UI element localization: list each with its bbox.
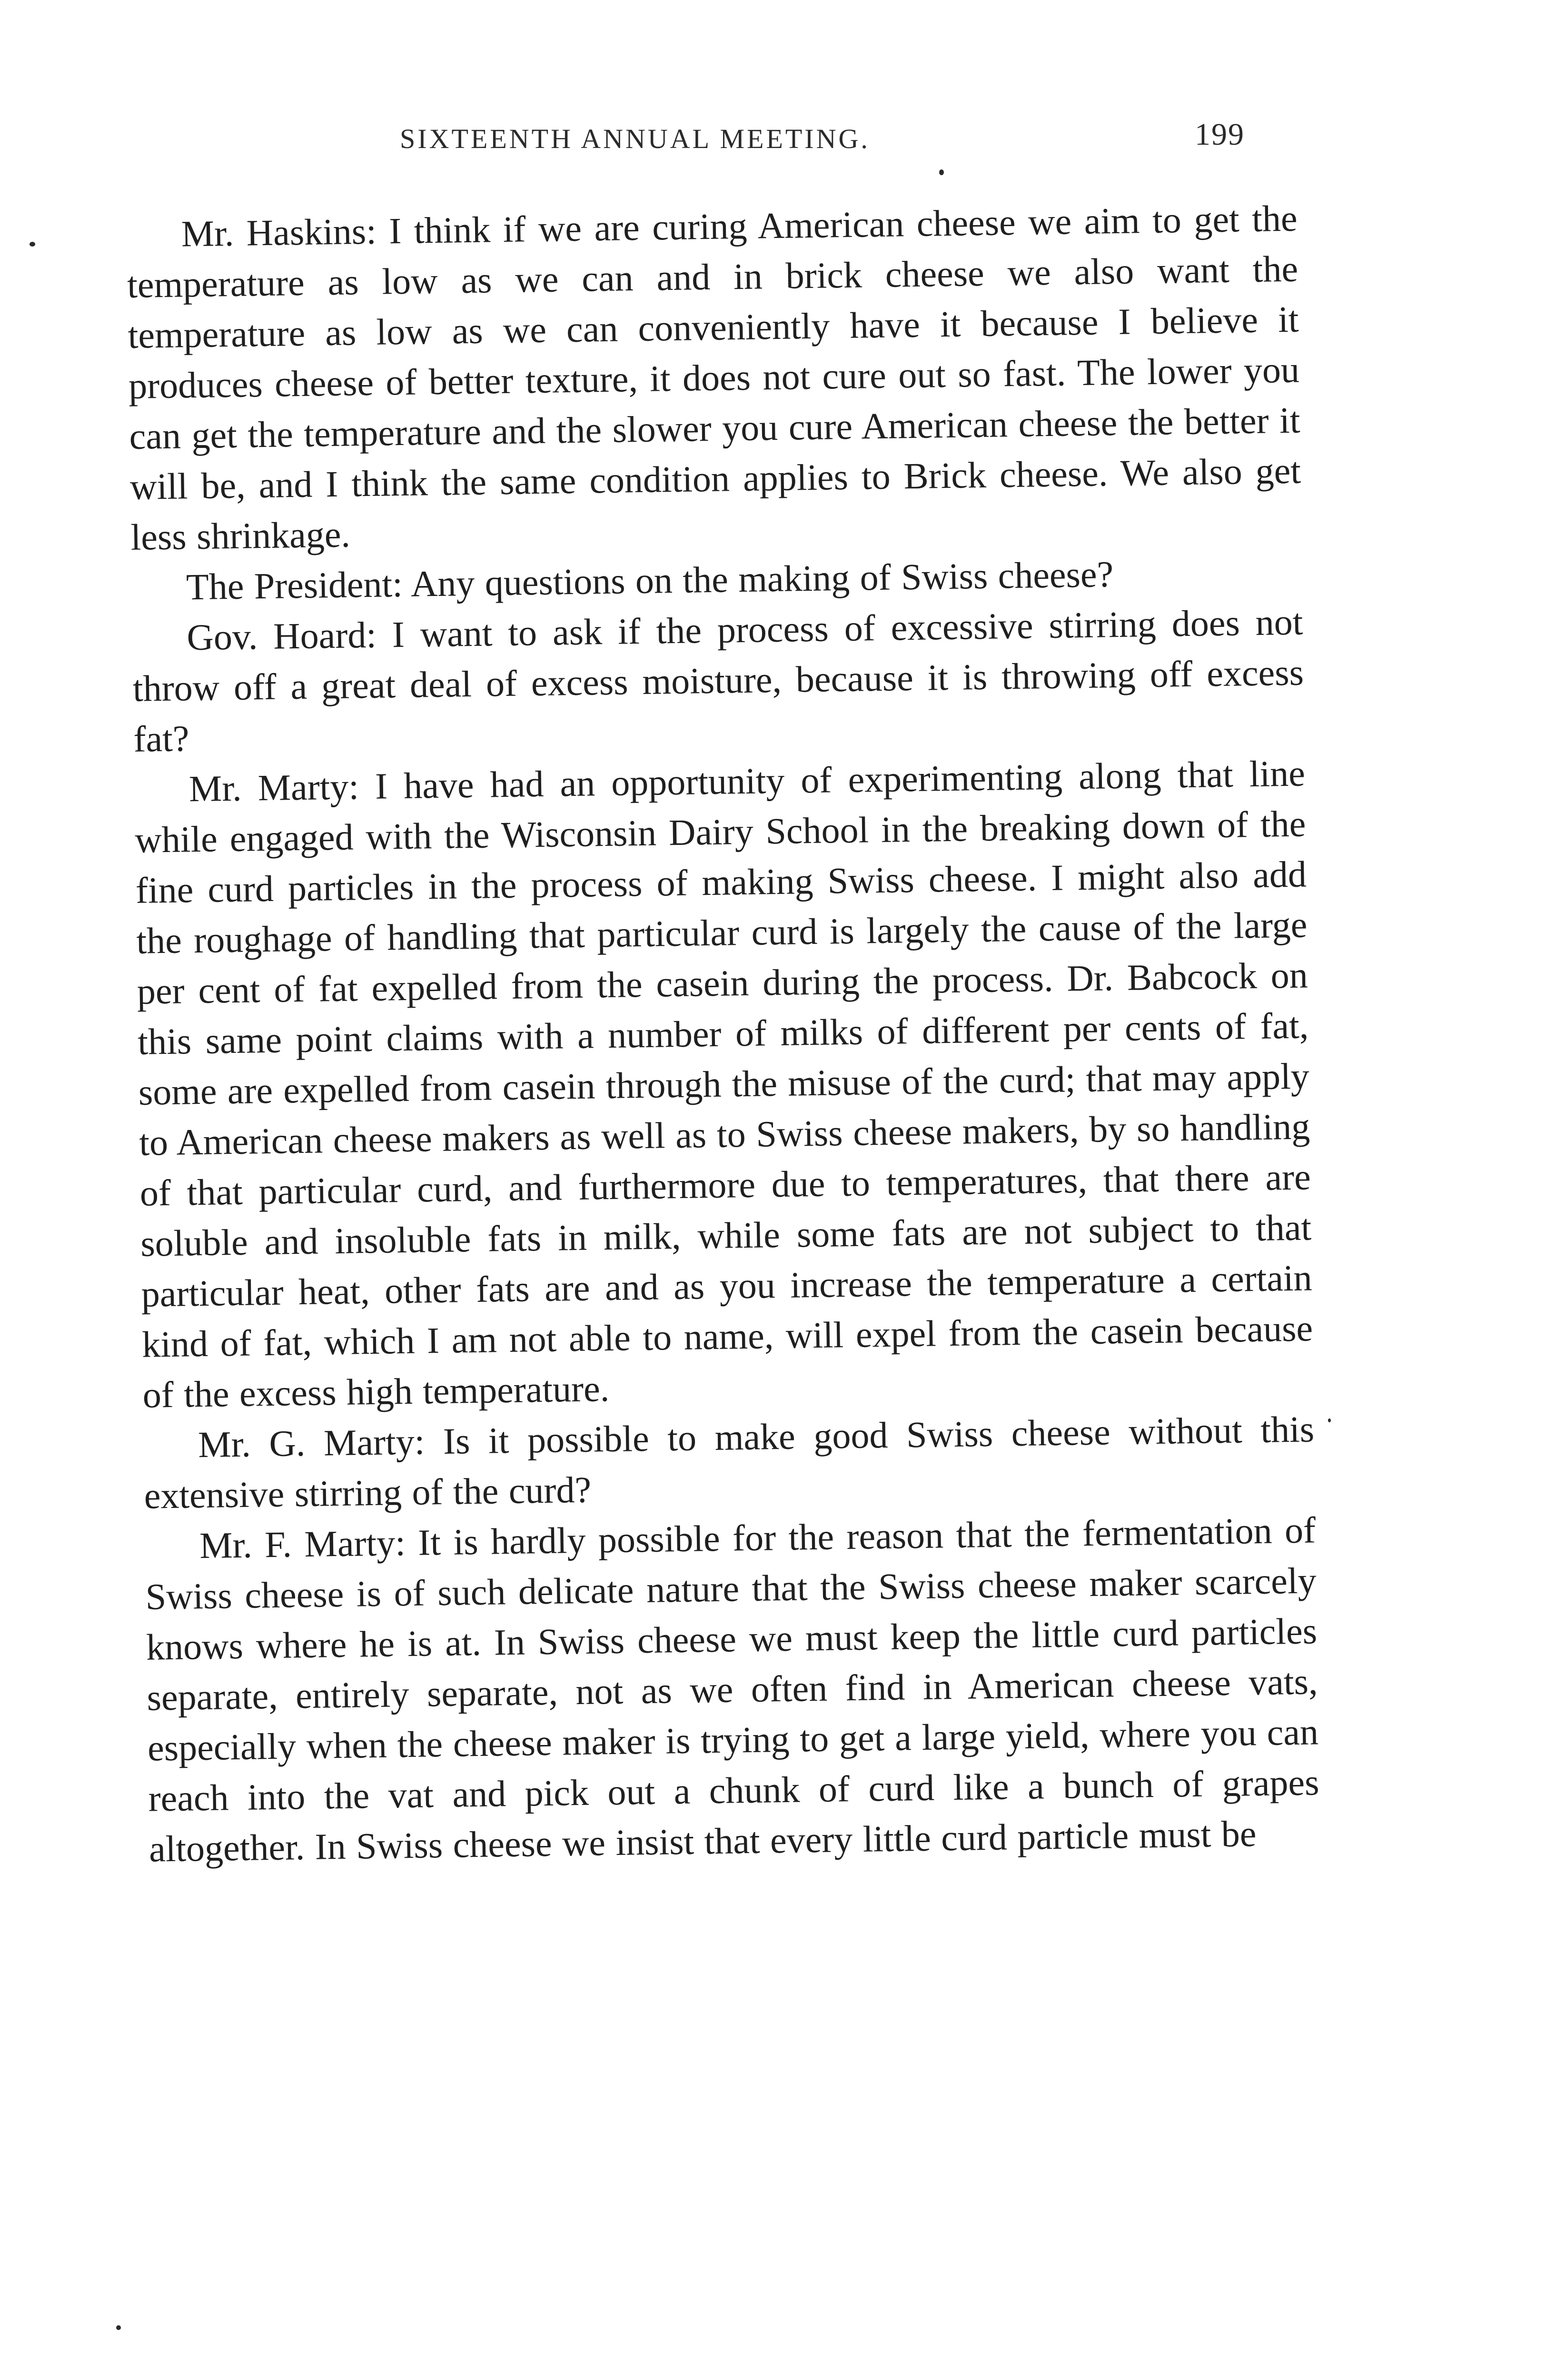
paragraph-haskins [126, 193, 1302, 563]
scan-speck [939, 169, 944, 175]
page-number: 199 [1195, 117, 1245, 152]
speaker-name: The President: [186, 563, 403, 608]
paragraph-text: Any questions on the making of Swiss cheese? [410, 553, 1114, 605]
paragraph-text: I want to ask if the process of excessive stirring does not throw off a great deal of excess moisture, because it is throwing off excess fat? [132, 601, 1304, 760]
scan-speck [116, 2325, 121, 2330]
speaker-name: Gov. Hoard: [186, 614, 377, 658]
body-text [126, 193, 1320, 1874]
paragraph-text: Is it possible to make good Swiss cheese without this extensive stirring of the curd? [144, 1408, 1315, 1517]
speaker-name: Mr. G. Marty: [198, 1420, 425, 1466]
paragraph-text: I think if we are curing American cheese we aim to get the temperature as low as we can and in brick cheese we also want the temperature as low as we can conveniently have it because I believe it produces cheese of better texture, it does not cure out so fast. The lower you can get the temperature and the slower you cure American cheese the better it will be, and I think the same condition applies to Brick cheese. We also get less shrinkage. [127, 197, 1301, 558]
speaker-name: Mr. Haskins: [181, 210, 377, 255]
speaker-name: Mr. Marty: [188, 765, 359, 810]
scan-speck [30, 242, 35, 247]
paragraph-text: I have had an opportunity of experimenting along that line while engaged with the Wisconsin Dairy School in the breaking down of the fine curd particles in the process of making Swiss cheese. I might also add the roughage of handling that particular curd is largely the cause of the large per cent of fat expelled from the casein during the process. Dr. Babcock on this same point claims with a number of milks of different per cents of fat, some are expelled from casein through the misuse of the curd; that may apply to American cheese makers as well as to Swiss cheese makers, by so handling of that particular curd, and furthermore due to temperatures, that there are soluble and insoluble fats in milk, while some fats are not subject to that particular heat, other fats are and as you increase the temperature a certain kind of fat, which I am not able to name, will expel from the casein because of the excess high temperature. [134, 752, 1313, 1416]
running-header: SIXTEENTH ANNUAL MEETING. [400, 123, 870, 154]
paragraph-hoard [132, 597, 1305, 764]
scan-speck [1328, 1418, 1331, 1422]
paragraph-g-marty [143, 1404, 1316, 1521]
paragraph-marty [134, 748, 1314, 1420]
speaker-name: Mr. F. Marty: [199, 1522, 406, 1567]
paragraph-text: It is hardly possible for the reason that the fermentation of Swiss cheese is of such delicate nature that the Swiss cheese maker scarcely knows where he is at. In Swiss cheese we must keep the little curd particles separate, entirely separate, not as we often find in American cheese vats, especially when the cheese maker is trying to get a large yield, where you can reach into the vat and pick out a chunk of curd like a bunch of grapes altogether. In Swiss cheese we insist that every little curd particle must be [145, 1509, 1319, 1870]
paragraph-f-marty [144, 1505, 1320, 1874]
